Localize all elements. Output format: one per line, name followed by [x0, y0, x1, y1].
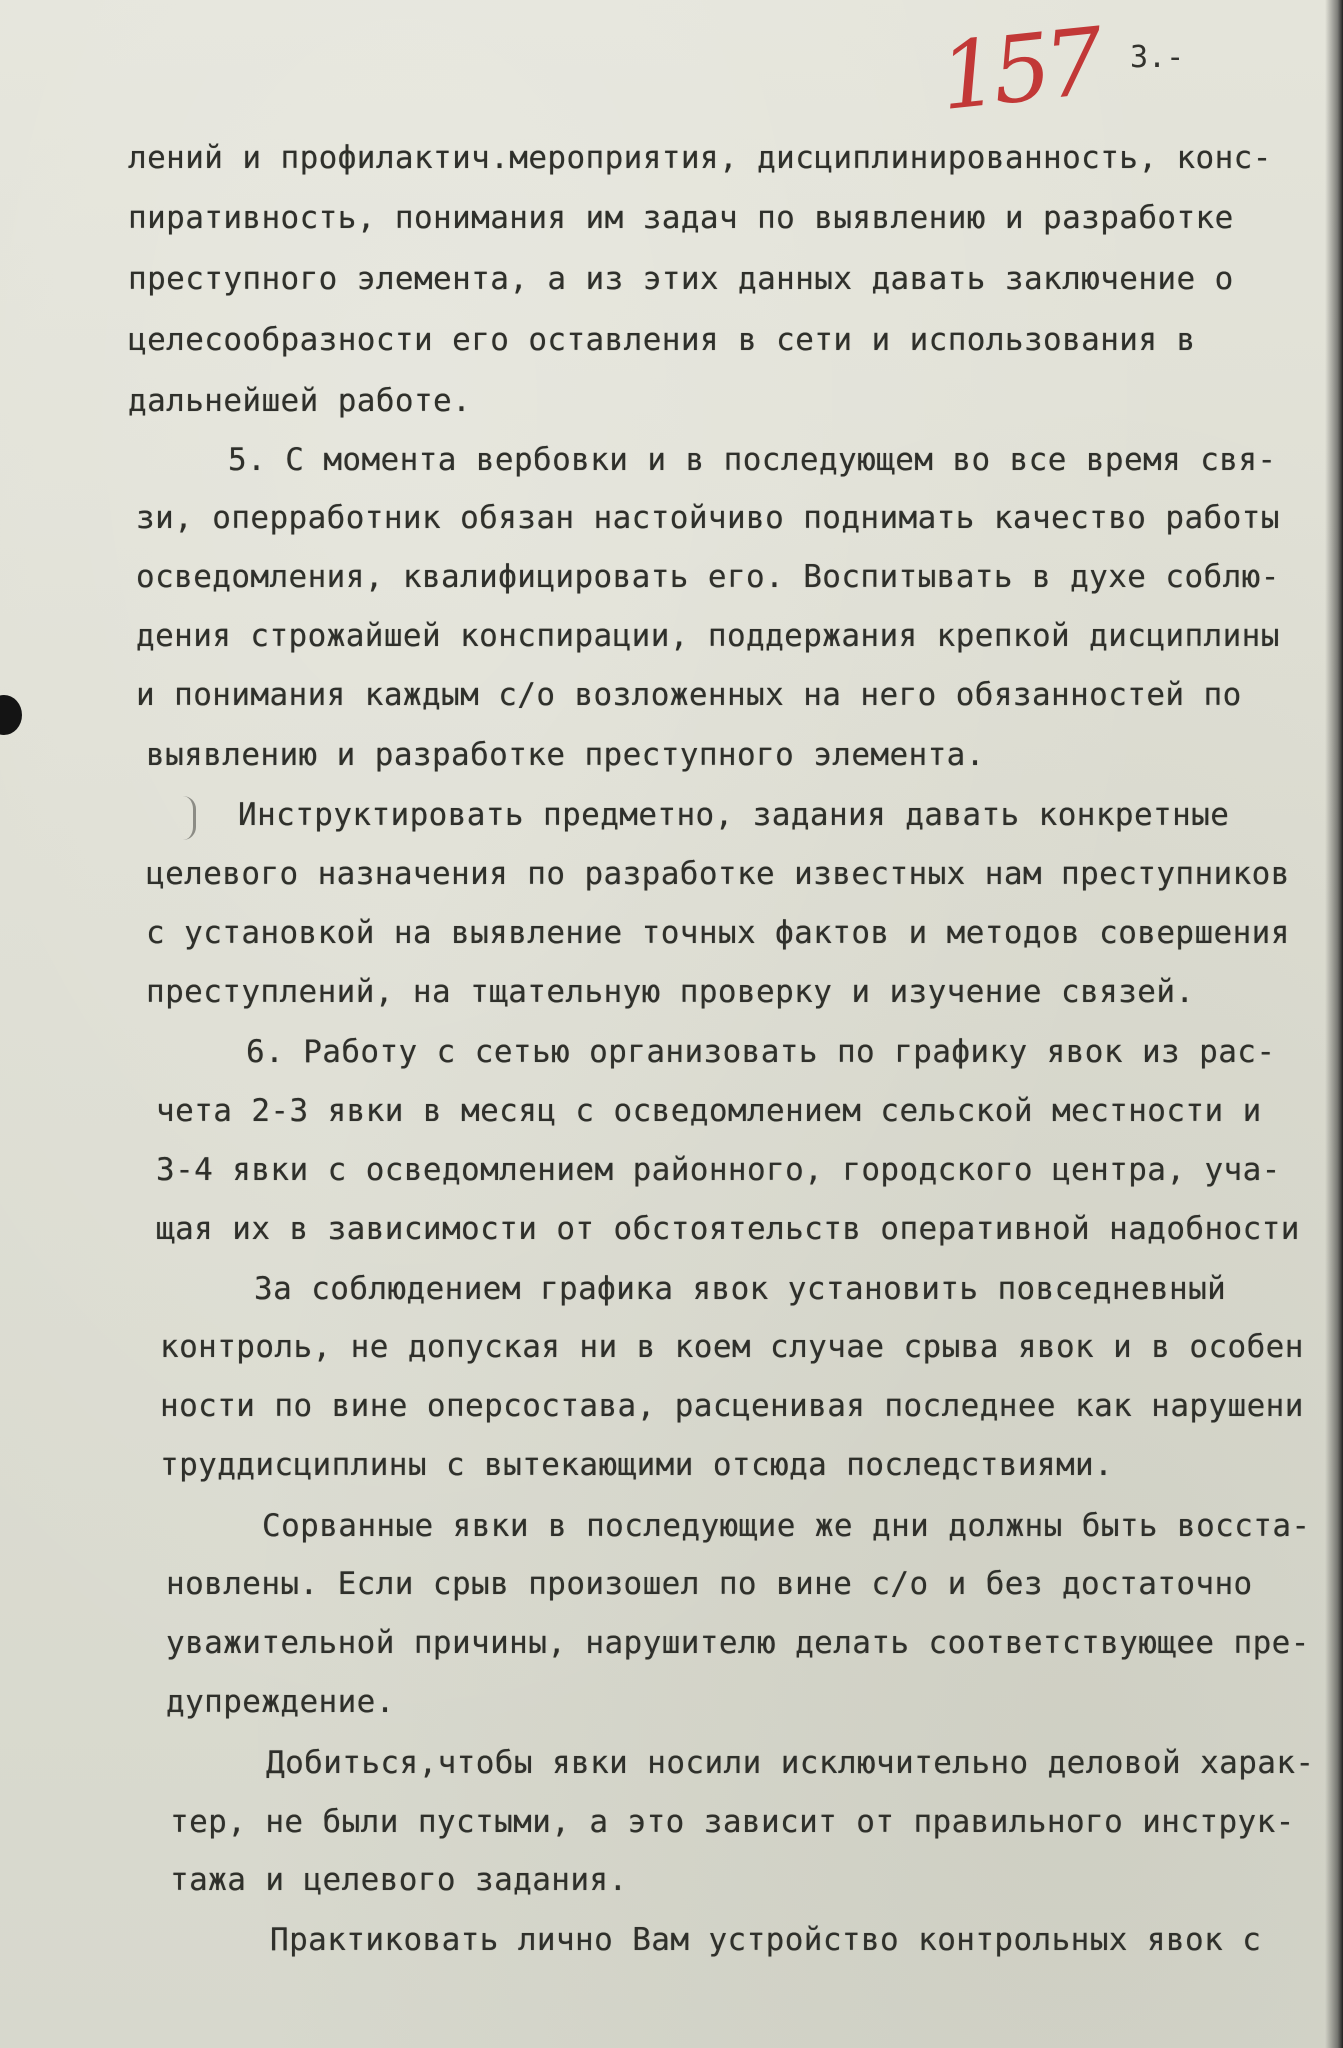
page-mark: 3.- — [1130, 40, 1185, 75]
text-line: осведомления, квалифицировать его. Воспитывать в духе соблю- — [136, 559, 1280, 595]
punch-hole — [0, 695, 22, 735]
text-line: Инструктировать предметно, задания давать конкретные — [238, 797, 1230, 833]
text-line: 6. Работу с сетью организовать по графику явок из рас- — [246, 1034, 1276, 1070]
text-line: дупреждение. — [166, 1684, 395, 1720]
text-line: дения строжайшей конспирации, поддержания крепкой дисциплины — [136, 618, 1280, 654]
text-line: За соблюдением графика явок установить повседневный — [254, 1271, 1227, 1307]
text-line: Практиковать лично Вам устройство контрольных явок с — [270, 1922, 1262, 1958]
text-line: труддисциплины с вытекающими отсюда последствиями. — [160, 1447, 1114, 1483]
text-line: 3-4 явки с осведомлением районного, городского центра, уча- — [156, 1152, 1281, 1188]
text-line: выявлению и разработке преступного элемента. — [146, 737, 985, 773]
text-line: уважительной причины, нарушителю делать соответствующее пре- — [166, 1625, 1310, 1661]
text-line: тер, не были пустыми, а это зависит от правильного инструк- — [170, 1804, 1295, 1840]
margin-bracket-mark — [183, 796, 196, 840]
text-line: преступлений, на тщательную проверку и изучение связей. — [146, 974, 1195, 1010]
text-line: ности по вине оперсостава, расценивая последнее как нарушени — [160, 1388, 1304, 1424]
text-line: целевого назначения по разработке известных нам преступников — [146, 856, 1290, 892]
text-line: зи, оперработник обязан настойчиво поднимать качество работы — [136, 500, 1280, 536]
text-line: дальнейшей работе. — [128, 383, 472, 419]
text-line: Добиться,чтобы явки носили исключительно деловой харак- — [266, 1745, 1315, 1781]
text-line: контроль, не допуская ни в коем случае срыва явок и в особен — [160, 1329, 1304, 1365]
text-line: чета 2-3 явки в месяц с осведомлением сельской местности и — [156, 1093, 1262, 1129]
text-line: с установкой на выявление точных фактов и методов совершения — [146, 915, 1290, 951]
text-line: лений и профилактич.мероприятия, дисциплинированность, конс- — [128, 140, 1272, 176]
text-line: преступного элемента, а из этих данных давать заключение о — [128, 261, 1234, 297]
text-line: целесообразности его оставления в сети и использования в — [128, 322, 1196, 358]
text-line: новлены. Если срыв произошел по вине с/о и без достаточно — [166, 1566, 1253, 1602]
text-line: тажа и целевого задания. — [170, 1862, 628, 1898]
text-line: Сорванные явки в последующие же дни должны быть восста- — [262, 1508, 1311, 1544]
text-line: 5. С момента вербовки и в последующем во все время свя- — [228, 442, 1277, 478]
text-line: пиративность, понимания им задач по выявлению и разработке — [128, 200, 1234, 236]
text-line: щая их в зависимости от обстоятельств оперативной надобности — [156, 1211, 1300, 1247]
archive-page-number: 157 — [934, 8, 1103, 131]
text-line: и понимания каждым с/о возложенных на него обязанностей по — [136, 677, 1242, 713]
